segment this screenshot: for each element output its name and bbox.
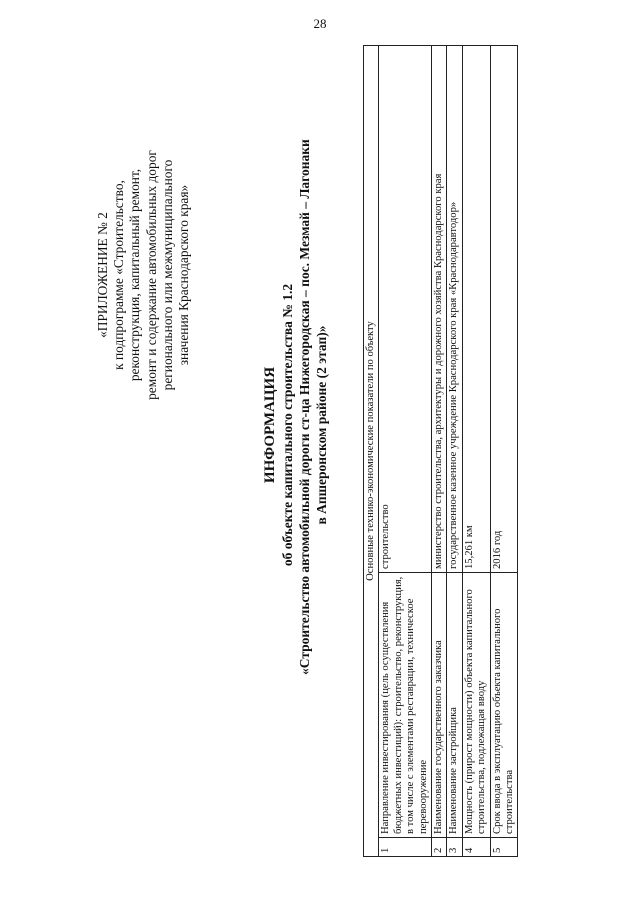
table-row xyxy=(462,46,490,857)
table-row xyxy=(432,46,447,857)
indicators-table xyxy=(363,45,518,857)
appendix-line: к подпрограмме «Строительство, xyxy=(111,180,127,370)
appendix-line: регионального или межмуниципального xyxy=(159,159,175,391)
heading-line: об объекте капитального строительства № 1.2 xyxy=(280,283,295,567)
row-number: 3 xyxy=(447,838,462,857)
appendix-line: реконструкция, капитальный ремонт, xyxy=(127,168,143,382)
appendix-line: «ПРИЛОЖЕНИЕ № 2 xyxy=(95,212,110,338)
row-name: Срок ввода в эксплуатацию объекта капитального строительства xyxy=(490,573,518,838)
table-row xyxy=(379,46,432,857)
row-number: 4 xyxy=(462,838,490,857)
appendix-block xyxy=(95,75,192,475)
table-row xyxy=(490,46,518,857)
row-name: Мощность (прирост мощности) объекта капитального строительства, подлежащая вводу xyxy=(462,573,490,838)
table-header-row xyxy=(364,46,379,857)
row-name: Наименование застройщика xyxy=(447,573,462,838)
row-value: 2016 год xyxy=(490,46,518,573)
page-number: 28 xyxy=(313,16,327,31)
heading-line: в Апшеронском районе (2 этап)» xyxy=(314,325,329,525)
row-value: строительство xyxy=(379,46,432,573)
row-name: Наименование государственного заказчика xyxy=(432,573,447,838)
appendix-line: ремонт и содержание автомобильных дорог xyxy=(143,150,159,400)
document-title: ИНФОРМАЦИЯ xyxy=(262,366,278,484)
row-number: 5 xyxy=(490,838,518,857)
row-value: 15,261 км xyxy=(462,46,490,573)
row-value: государственное казенное учреждение Краснодарского края «Краснодаравтодор» xyxy=(447,46,462,573)
heading-line: «Строительство автомобильной дороги ст-ца Нижегородская – пос. Мезмай – Лагонаки xyxy=(297,139,312,675)
appendix-line: значения Краснодарского края» xyxy=(176,184,192,366)
row-number: 2 xyxy=(432,838,447,857)
table-row xyxy=(447,46,462,857)
row-name: Направление инвестирования (цель осуществления бюджетных инвестиций): строительство, реконструкция, в том числе с элементами реставрации, техническое перевооружение xyxy=(379,573,432,838)
row-value: министерство строительства, архитектуры и дорожного хозяйства Краснодарского края xyxy=(432,46,447,573)
row-number: 1 xyxy=(379,838,432,857)
table-header: Основные технико-экономические показатели по объекту xyxy=(364,46,379,857)
document-heading xyxy=(262,139,330,675)
